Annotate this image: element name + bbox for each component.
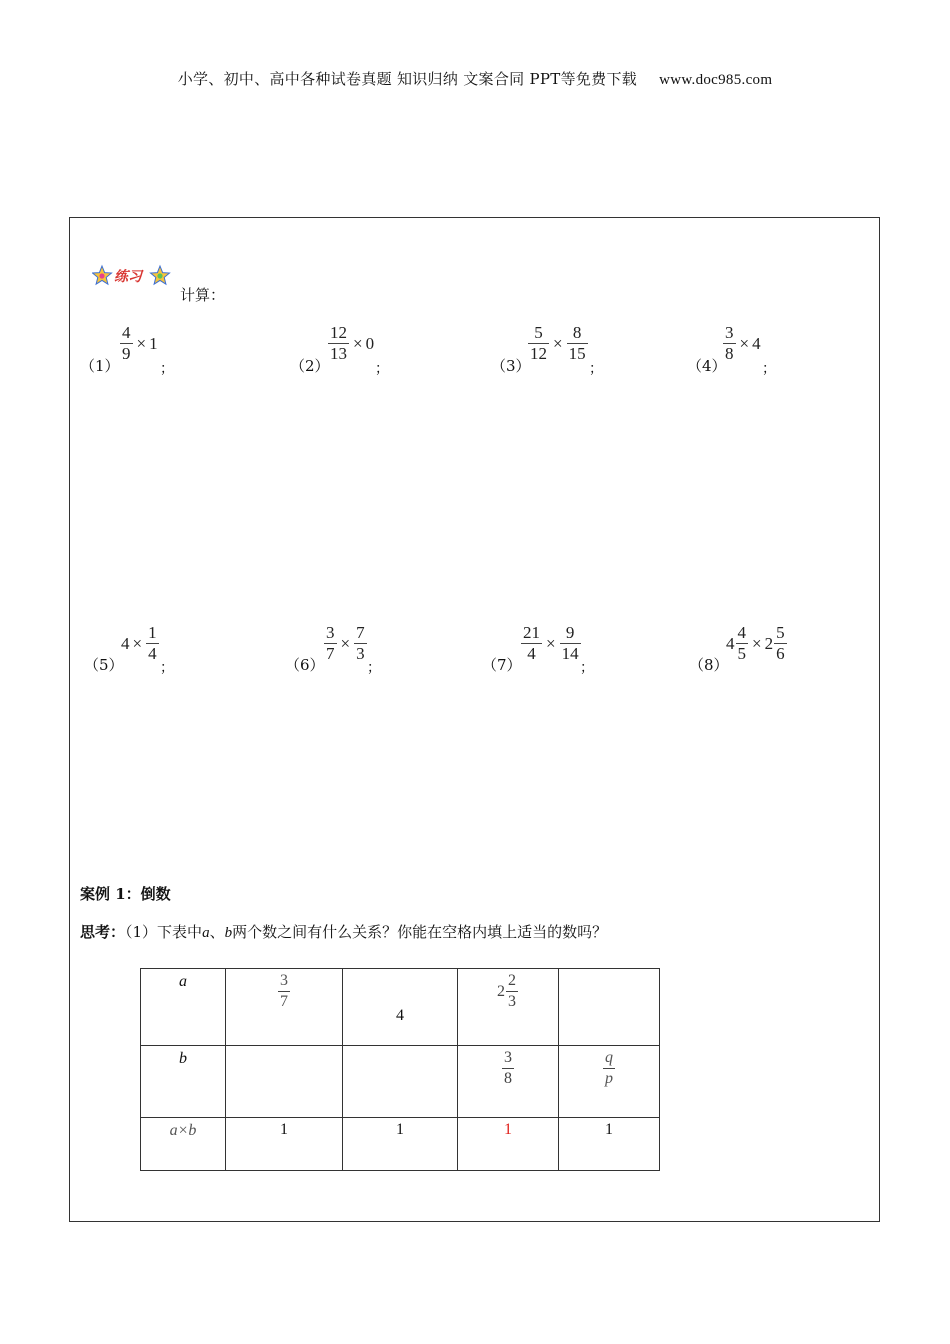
problem-expression: $\frac{3}{7}$ × $\frac{7}{3}$: [326, 623, 365, 663]
star-icon: [151, 266, 170, 284]
table-row: [141, 1118, 660, 1171]
table-cell: 2 $\frac{2}{3}$: [458, 969, 559, 1046]
table-cell: $\frac{3}{7}$: [226, 969, 343, 1046]
table-cell: [559, 969, 660, 1046]
table-cell: 4: [343, 969, 458, 1046]
practice-badge-label: 练习: [114, 269, 142, 285]
problem-number: （7）: [482, 656, 522, 674]
table-cell: $\frac{3}{8}$: [458, 1046, 559, 1118]
practice-badge: [92, 264, 172, 290]
table-cell: 1: [458, 1118, 559, 1171]
table-cell: 1: [226, 1118, 343, 1171]
header-text: 小学、初中、高中各种试卷真题 知识归纳 文案合同 PPT等免费下载: [177, 70, 638, 88]
table-cell: $\frac{q}{p}$: [559, 1046, 660, 1118]
problem-number: （6）: [285, 656, 325, 674]
table-cell-label: a: [141, 969, 226, 1046]
problem-number: （5）: [84, 656, 124, 674]
think-label: 思考：: [80, 923, 126, 941]
table-cell: [226, 1046, 343, 1118]
problem-expression: $\frac{3}{8}$ × 4: [725, 323, 761, 363]
problem-expression: $\frac{4}{9}$ × 1: [122, 323, 158, 363]
problem-expression: 4 × $\frac{1}{4}$: [121, 623, 157, 663]
table-row: [141, 969, 660, 1046]
star-icon: [93, 266, 112, 284]
table-cell: 1: [343, 1118, 458, 1171]
table-cell-label: a×b: [141, 1118, 226, 1171]
think-question: 思考：（1）下表中a、b两个数之间有什么关系？你能在空格内填上适当的数吗？: [80, 923, 608, 941]
practice-instruction: 计算：: [180, 286, 226, 304]
problem-number: （4）: [687, 357, 727, 375]
header-site: www.doc985.com: [659, 72, 773, 88]
table-row: [141, 1046, 660, 1118]
problem-expression: $\frac{21}{4}$ × $\frac{9}{14}$: [523, 623, 579, 663]
problem-number: （2）: [290, 357, 330, 375]
problem-expression: 4 $\frac{4}{5}$ × 2 $\frac{5}{6}$: [726, 623, 785, 663]
problem-expression: $\frac{5}{12}$ × $\frac{8}{15}$: [530, 323, 586, 363]
case-title: 案例 1：倒数: [80, 885, 171, 903]
problem-number: （1）: [80, 357, 120, 375]
page-header: [0, 68, 950, 89]
problem-number: （8）: [689, 656, 729, 674]
reciprocal-table: [140, 968, 660, 1171]
table-cell: 1: [559, 1118, 660, 1171]
problem-number: （3）: [491, 357, 531, 375]
table-cell-label: b: [141, 1046, 226, 1118]
table-cell: [343, 1046, 458, 1118]
problem-expression: $\frac{12}{13}$ × 0: [330, 323, 375, 363]
